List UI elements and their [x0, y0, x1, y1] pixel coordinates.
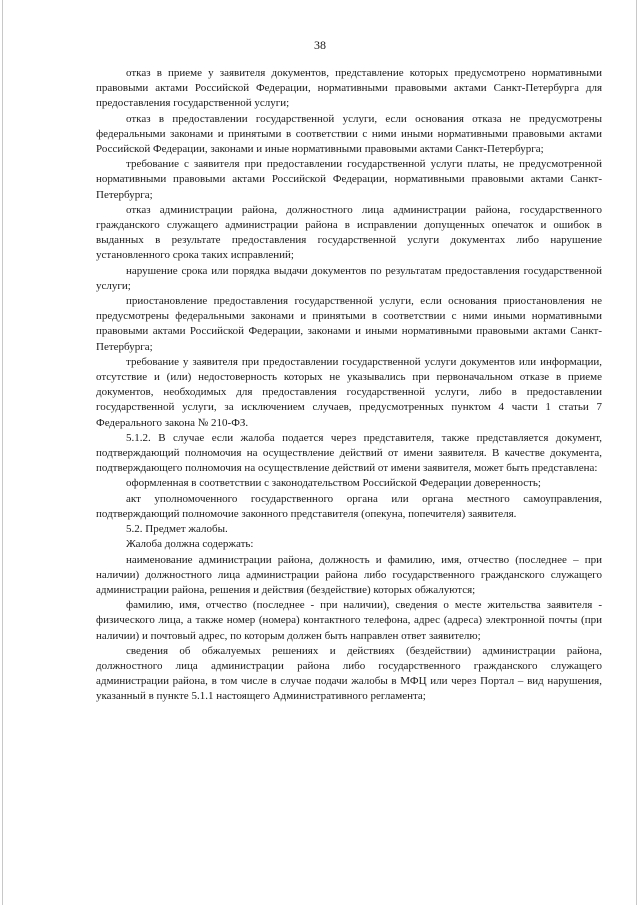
paragraph: акт уполномоченного государственного органа или органа местного самоуправления, подтверждающий полномочие законного представителя (опекуна, попечителя) заявителя.: [96, 492, 602, 520]
paragraph: 5.1.2. В случае если жалоба подается через представителя, также представляется документ, подтверждающий полномочия на осуществление действий от имени заявителя. В качестве документа, подтверждающего полномочия на осуществление действий от имени заявителя, может быть представлена:: [96, 431, 602, 475]
paragraph: Жалоба должна содержать:: [126, 538, 254, 551]
section-heading: 5.2. Предмет жалобы.: [126, 523, 228, 536]
left-scan-edge: [2, 0, 3, 905]
document-body: [96, 66, 602, 705]
paragraph: приостановление предоставления государственной услуги, если основания приостановления не предусмотрены федеральными законами и принятыми в соответствии с ними иными нормативными правовыми актами Российской Федерации, законами и иными нормативными правовыми актами Санкт-Петербурга;: [96, 295, 602, 353]
paragraph: отказ администрации района, должностного лица администрации района, государственного гражданского служащего администрации района в исправлении допущенных опечаток и ошибок в выданных в результате предоставления государственной услуги документах либо нарушение установленного срока таких исправлений;: [96, 203, 602, 262]
paragraph: наименование администрации района, должность и фамилию, имя, отчество (последнее – при наличии) должностного лица администрации района либо государственного гражданского служащего администрации района, решения и действия (бездействие) которых обжалуются;: [96, 553, 602, 596]
right-scan-edge: [636, 0, 637, 905]
paragraph: сведения об обжалуемых решениях и действиях (бездействии) администрации района, должностного лица администрации района либо государственного гражданского служащего администрации района, в том числе в случае подачи жалобы в МФЦ или через Портал – вид нарушения, указанный в пункте 5.1.1 настоящего Административного регламента;: [96, 644, 602, 703]
page-number: 38: [314, 38, 326, 52]
paragraph: требование у заявителя при предоставлении государственной услуги документов или информации, отсутствие и (или) недостоверность которых не указывались при первоначальном отказе в приеме документов, необходимых для предоставления государственной услуги, либо в предоставлении государственной услуги, за исключением случаев, предусмотренных пунктом 4 части 1 статьи 7 Федерального закона № 210-ФЗ.: [96, 355, 602, 429]
paragraph: оформленная в соответствии с законодательством Российской Федерации доверенность;: [126, 477, 541, 490]
paragraph: фамилию, имя, отчество (последнее - при наличии), сведения о месте жительства заявителя - физического лица, а также номер (номера) контактного телефона, адрес (адреса) электронной почты (при наличии) и почтовый адрес, по которым должен быть направлен ответ заявителю;: [96, 599, 602, 642]
paragraph: требование с заявителя при предоставлении государственной услуги платы, не предусмотренной нормативными правовыми актами Российской Федерации, нормативными правовыми актами Санкт-Петербурга;: [96, 158, 602, 201]
paragraph: нарушение срока или порядка выдачи документов по результатам предоставления государственной услуги;: [96, 264, 602, 292]
paragraph: отказ в приеме у заявителя документов, представление которых предусмотрено нормативными правовыми актами Российской Федерации, нормативными правовыми актами Санкт-Петербурга для предоставления государственной услуги;: [96, 67, 602, 110]
paragraph: отказ в предоставлении государственной услуги, если основания отказа не предусмотрены федеральными законами и принятыми в соответствии с ними иными нормативными правовыми актами Российской Федерации, законами и иные нормативными правовыми актами Санкт-Петербурга;: [96, 112, 602, 156]
